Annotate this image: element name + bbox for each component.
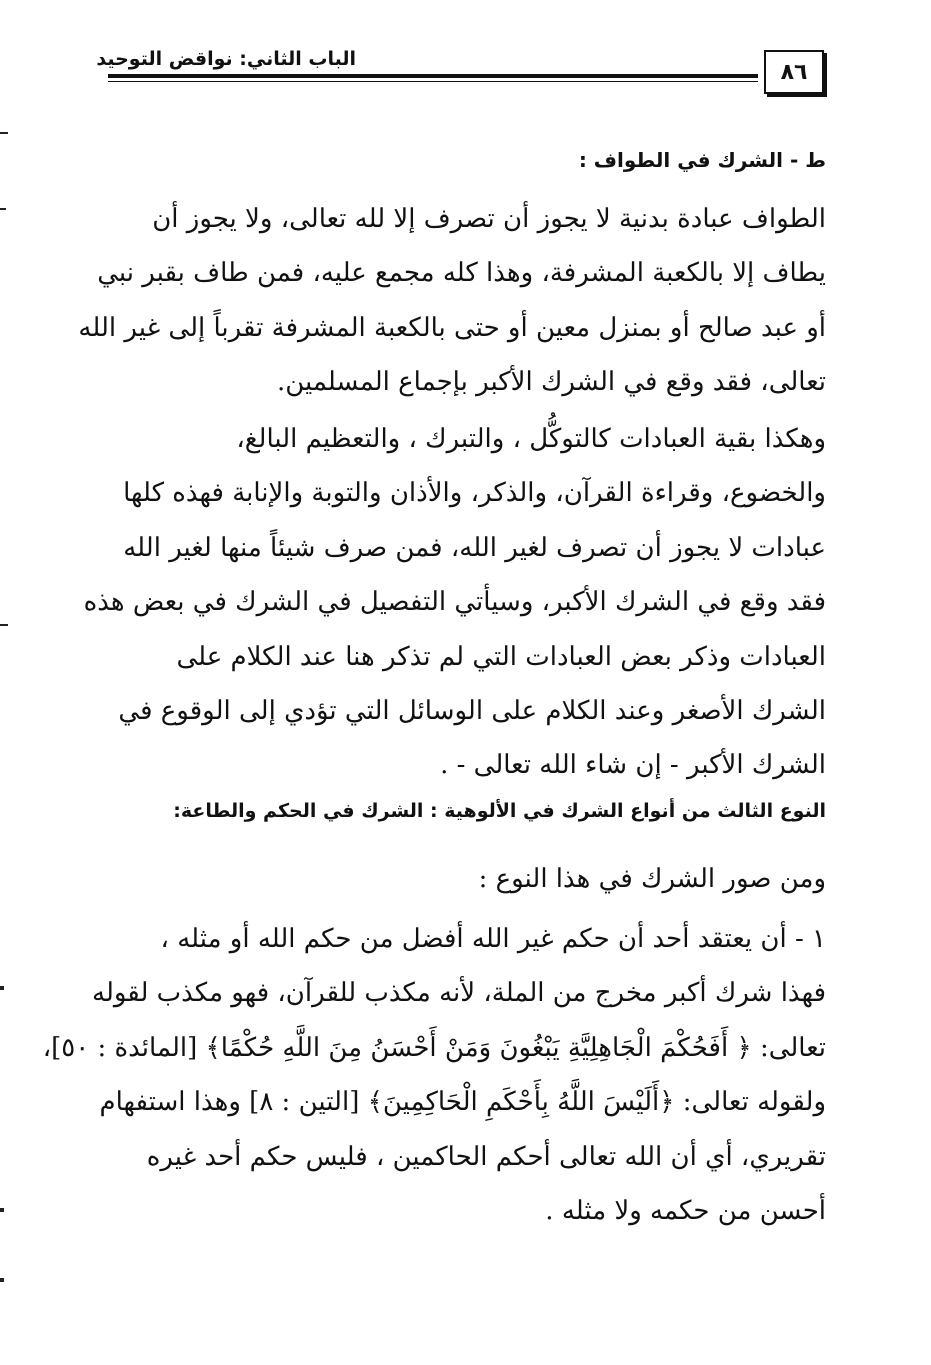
text-line: أحسن من حكمه ولا مثله . xyxy=(545,1196,826,1227)
scan-mark xyxy=(0,1208,4,1212)
text-line: ١ - أن يعتقد أحد أن حكم غير الله أفضل من حكم الله أو مثله ، xyxy=(160,924,826,954)
header-rule-thin xyxy=(108,81,758,82)
section-heading-tawaf: ط - الشرك في الطواف : xyxy=(578,148,826,172)
text-line: فقد وقع في الشرك الأكبر، وسيأتي التفصيل في الشرك في بعض هذه xyxy=(83,587,826,618)
scan-mark xyxy=(0,1278,4,1282)
text-line: الشرك الأكبر - إن شاء الله تعالى - . xyxy=(440,750,826,781)
scan-mark xyxy=(0,624,8,626)
paragraph-tawaf xyxy=(78,192,826,410)
paragraph-other-worship xyxy=(83,412,826,793)
scan-mark xyxy=(0,132,8,134)
text-line: يطاف إلا بالكعبة المشرفة، وهذا كله مجمع عليه، فمن طاف بقبر نبي xyxy=(97,258,826,289)
scan-mark xyxy=(0,986,4,990)
scan-mark xyxy=(0,208,6,210)
text-line: تقريري، أي أن الله تعالى أحكم الحاكمين ، فليس حكم أحد غيره xyxy=(146,1141,826,1172)
text-line: العبادات وذكر بعض العبادات التي لم تذكر هنا عند الكلام على xyxy=(176,641,826,672)
text-line: تعالى: ﴿ أَفَحُكْمَ الْجَاهِلِيَّةِ يَبْغُونَ وَمَنْ أَحْسَنُ مِنَ اللَّهِ حُكْمًا﴾ [المائدة : ٥٠]، xyxy=(42,1032,826,1063)
text-line: ومن صور الشرك في هذا النوع : xyxy=(478,864,826,894)
text-line: وهكذا بقية العبادات كالتوكُّل ، والتبرك ، والتعظيم البالغ، xyxy=(236,424,826,454)
header-rule xyxy=(108,74,758,78)
section-heading-hukm: النوع الثالث من أنواع الشرك في الألوهية : الشرك في الحكم والطاعة: xyxy=(173,800,826,822)
text-line: أو عبد صالح أو بمنزل معين أو حتى بالكعبة المشرفة تقرباً إلى غير الله xyxy=(78,312,826,343)
text-line: فهذا شرك أكبر مخرج من الملة، لأنه مكذب للقرآن، فهو مكذب لقوله xyxy=(92,978,826,1009)
paragraph-hukm-intro xyxy=(104,852,826,906)
text-line: ولقوله تعالى: ﴿أَلَيْسَ اللَّهُ بِأَحْكَمِ الْحَاكِمِينَ﴾ [التين : ٨] وهذا استفهام xyxy=(99,1087,826,1118)
text-line: والخضوع، وقراءة القرآن، والذكر، والأذان والتوبة والإنابة فهذه كلها xyxy=(123,478,826,509)
text-line: الطواف عبادة بدنية لا يجوز أن تصرف إلا لله تعالى، ولا يجوز أن xyxy=(152,204,826,234)
paragraph-hukm xyxy=(42,912,826,1238)
page-header xyxy=(96,46,824,92)
page-number: ٨٦ xyxy=(764,50,824,94)
text-line: تعالى، فقد وقع في الشرك الأكبر بإجماع المسلمين. xyxy=(276,367,826,398)
text-line: الشرك الأصغر وعند الكلام على الوسائل التي تؤدي إلى الوقوع في xyxy=(118,696,826,727)
running-title: الباب الثاني: نواقض التوحيد xyxy=(96,48,356,70)
text-line: عبادات لا يجوز أن تصرف لغير الله، فمن صرف شيئاً منها لغير الله xyxy=(123,532,826,563)
